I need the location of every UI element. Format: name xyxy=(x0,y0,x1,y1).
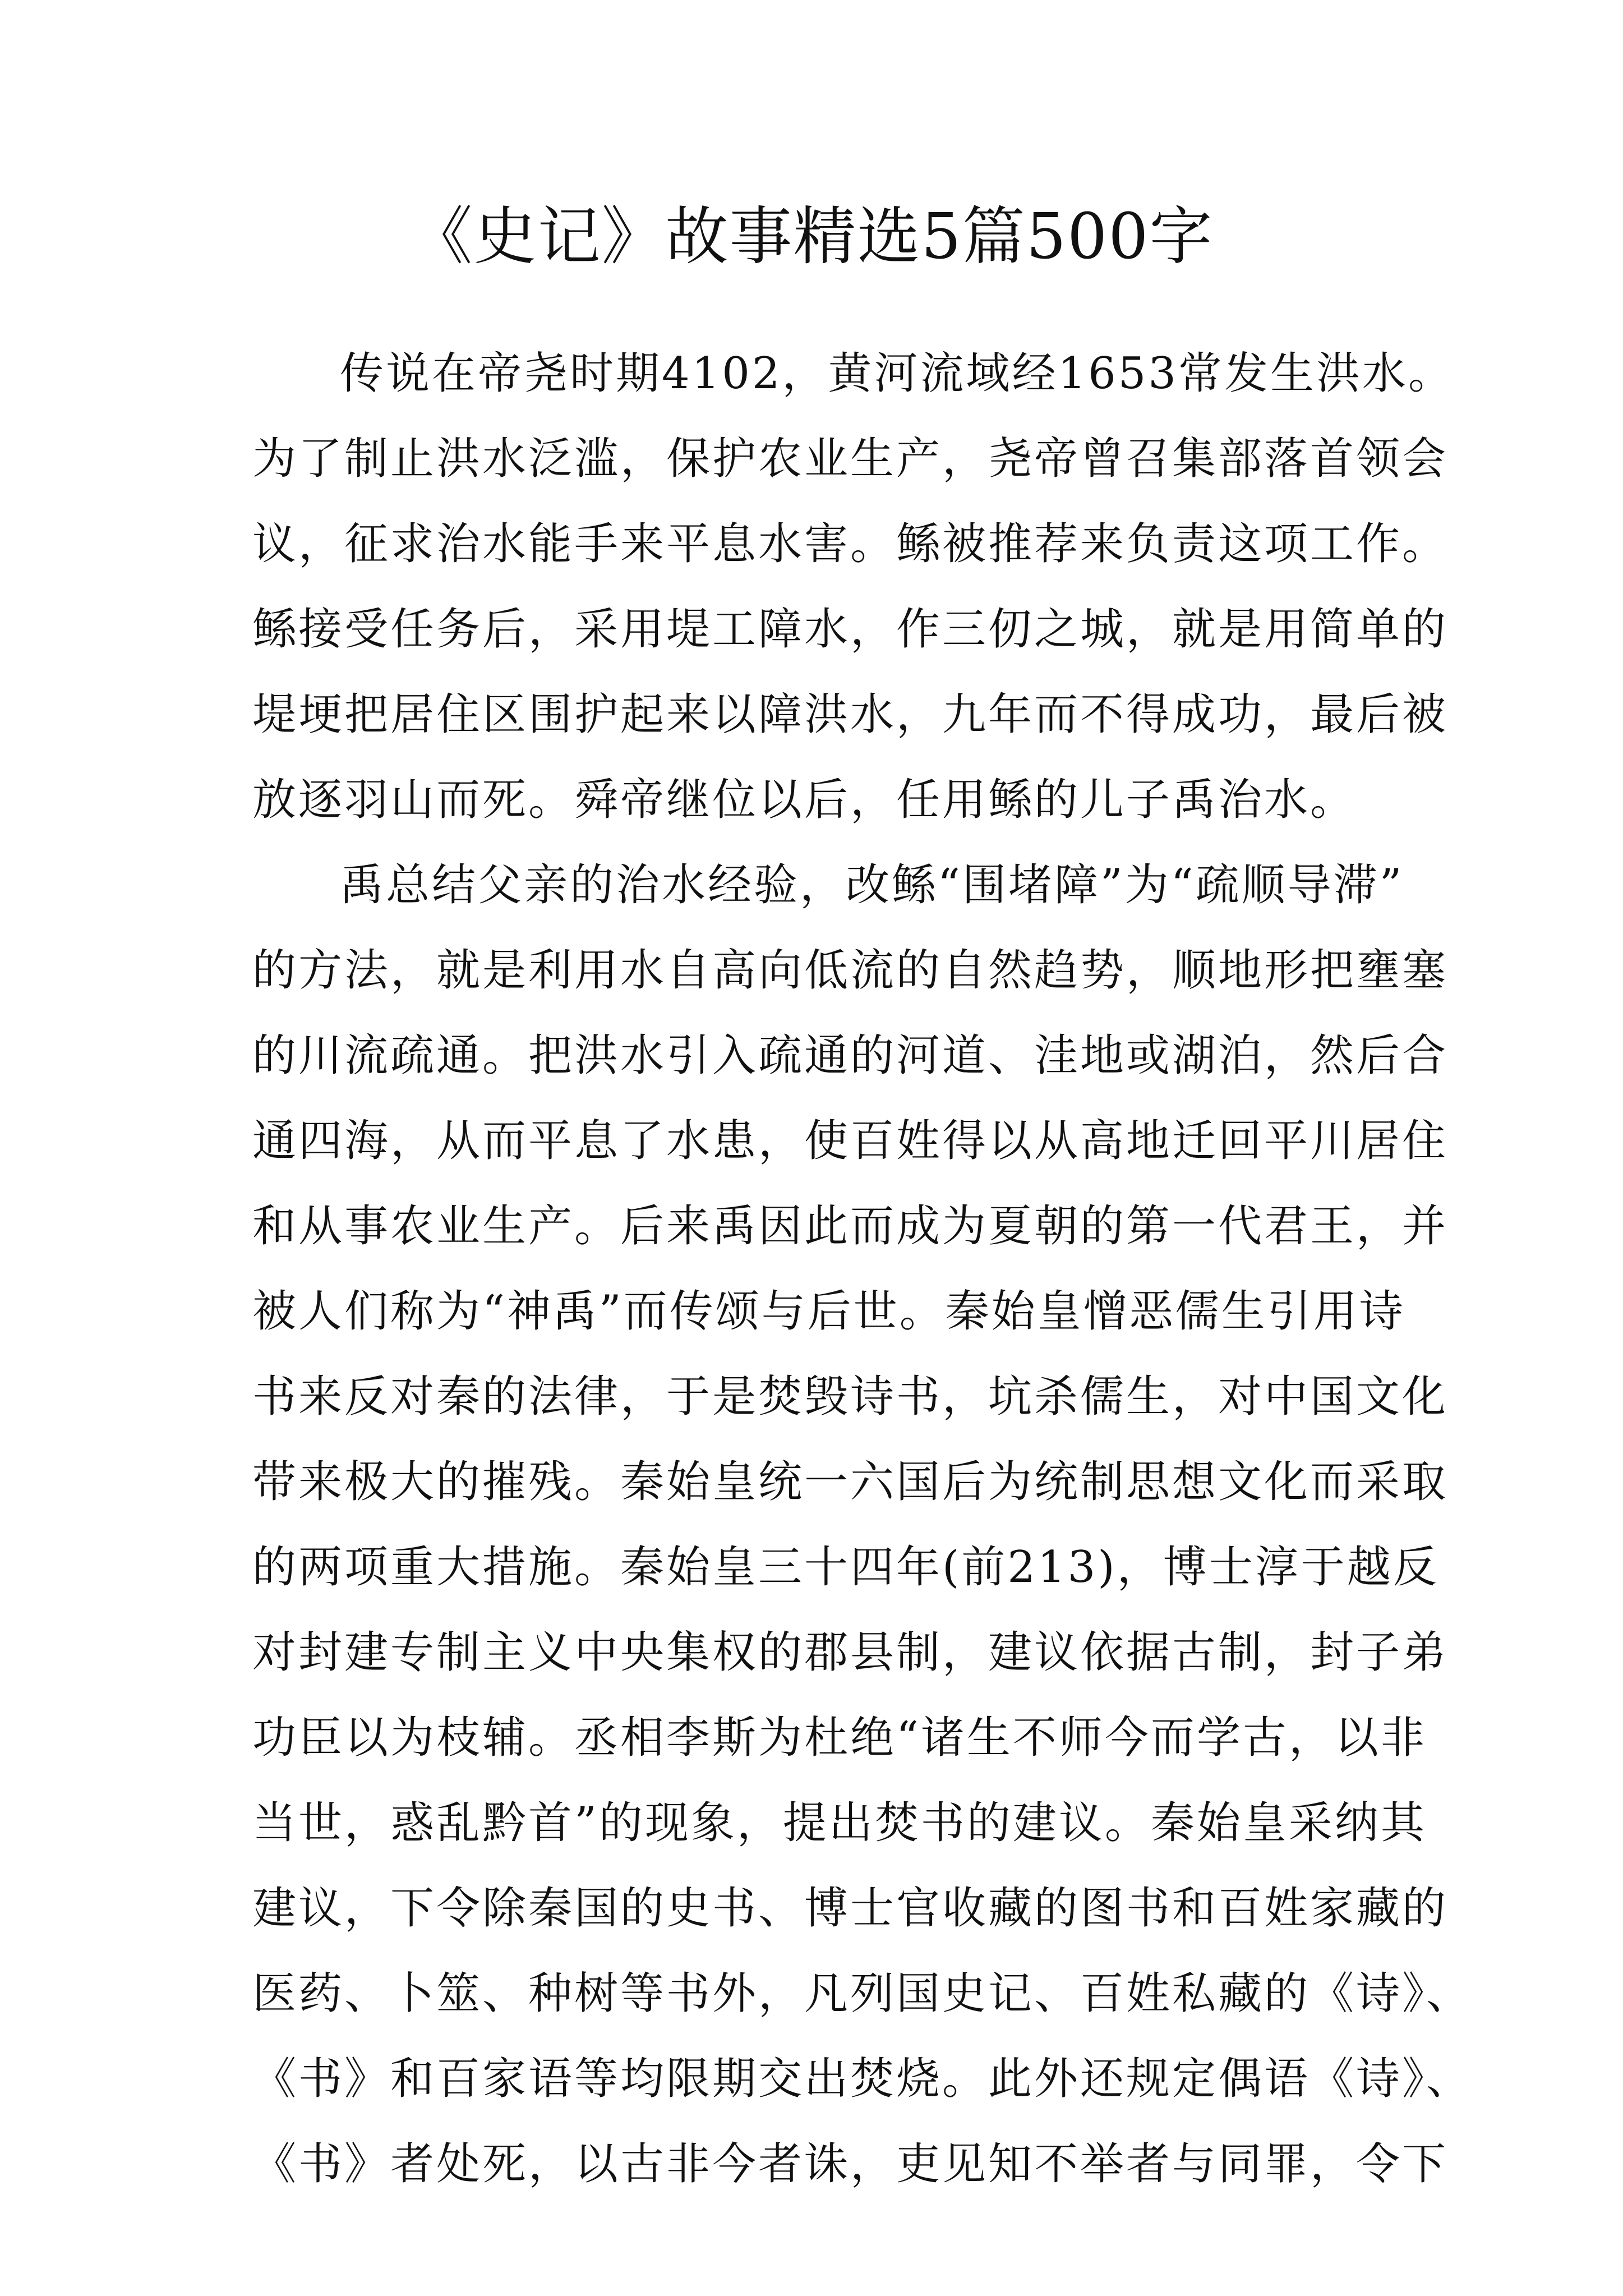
document-body xyxy=(252,331,1473,2207)
paragraph-line: 医药、卜筮、种树等书外，凡列国史记、百姓私藏的《诗》、 xyxy=(252,1968,1473,2019)
paragraph-line: 功臣以为枝辅。丞相李斯为杜绝“诸生不师今而学古，以非 xyxy=(252,1713,1427,1763)
paragraph-line: 堤埂把居住区围护起来以障洪水，九年而不得成功，最后被 xyxy=(252,689,1449,740)
document-title: 《史记》故事精选5篇500字 xyxy=(409,200,1214,273)
paragraph-line: 为了制止洪水泛滥，保护农业生产，尧帝曾召集部落首领会 xyxy=(252,434,1449,484)
paragraph-line: 《书》者处死，以古非今者诛，吏见知不举者与同罪，令下 xyxy=(252,2139,1449,2189)
paragraph-line: 带来极大的摧残。秦始皇统一六国后为统制思想文化而采取 xyxy=(252,1457,1449,1507)
paragraph-line: 被人们称为“神禹”而传颂与后世。秦始皇憎恶儒生引用诗 xyxy=(252,1286,1405,1337)
paragraph-line: 的两项重大措施。秦始皇三十四年(前213)，博士淳于越反 xyxy=(252,1542,1439,1593)
paragraph-line: 和从事农业生产。后来禹因此而成为夏朝的第一代君王，并 xyxy=(252,1201,1449,1251)
paragraph-line: 传说在帝尧时期4102，黄河流域经1653常发生洪水。 xyxy=(340,348,1455,399)
paragraph-line: 的方法，就是利用水自高向低流的自然趋势，顺地形把壅塞 xyxy=(252,945,1449,996)
paragraph-line: 《书》和百家语等均限期交出焚烧。此外还规定偶语《诗》、 xyxy=(252,2054,1473,2104)
paragraph-line: 放逐羽山而死。舜帝继位以后，任用鲧的儿子禹治水。 xyxy=(252,775,1357,825)
paragraph-line: 鲧接受任务后，采用堤工障水，作三仞之城，就是用简单的 xyxy=(252,604,1449,655)
paragraph-line: 禹总结父亲的治水经验，改鲧“围堵障”为“疏顺导滞” xyxy=(340,860,1404,910)
paragraph-line: 议，征求治水能手来平息水害。鲧被推荐来负责这项工作。 xyxy=(252,519,1449,569)
paragraph-line: 当世，惑乱黔首”的现象，提出焚书的建议。秦始皇采纳其 xyxy=(252,1798,1427,1848)
paragraph-line: 的川流疏通。把洪水引入疏通的河道、洼地或湖泊，然后合 xyxy=(252,1030,1449,1081)
paragraph-line: 通四海，从而平息了水患，使百姓得以从高地迁回平川居住 xyxy=(252,1116,1449,1166)
paragraph-line: 建议，下令除秦国的史书、博士官收藏的图书和百姓家藏的 xyxy=(252,1883,1449,1934)
paragraph-line: 书来反对秦的法律，于是焚毁诗书，坑杀儒生，对中国文化 xyxy=(252,1372,1449,1422)
paragraph-line: 对封建专制主义中央集权的郡县制，建议依据古制，封子弟 xyxy=(252,1627,1449,1678)
